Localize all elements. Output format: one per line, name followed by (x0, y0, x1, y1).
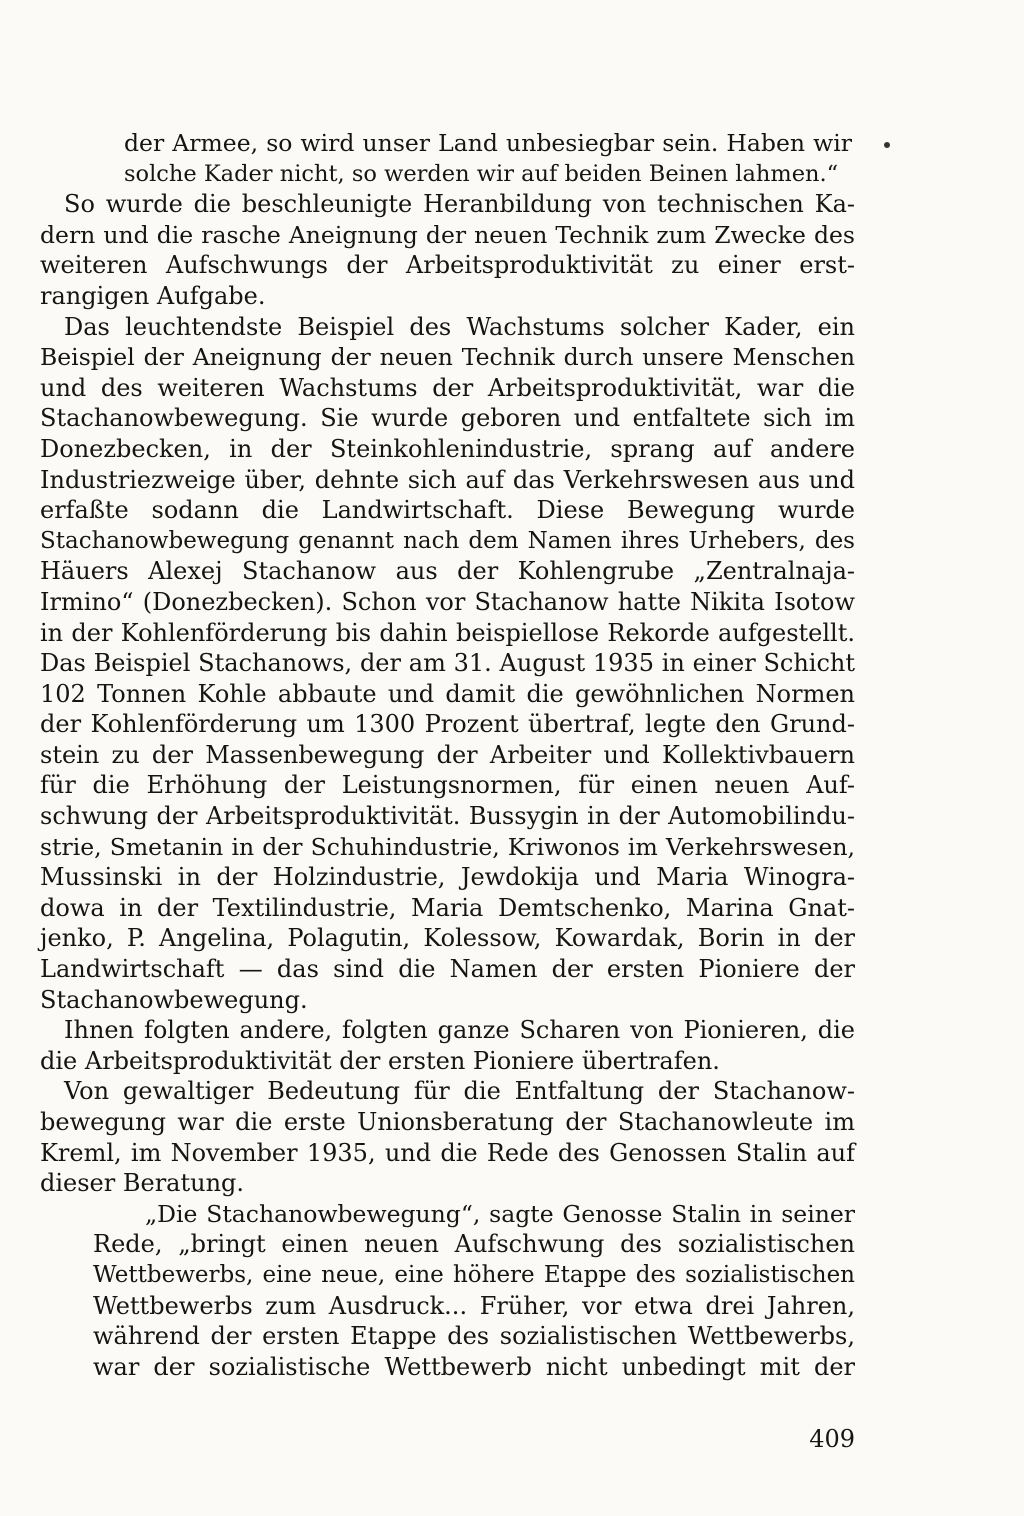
text-line: die Arbeitsproduktivität der ersten Pioniere übertrafen. (40, 1046, 720, 1075)
text-line: Kreml, im November 1935, und die Rede des Genossen Stalin auf (40, 1138, 855, 1167)
text-line: der Armee, so wird unser Land unbesiegbar sein. Haben wir (124, 129, 852, 157)
text-line: Häuers Alexej Stachanow aus der Kohlengrube „Zentralnaja- (40, 557, 855, 586)
text-line: Stachanowbewegung genannt nach dem Namen ihres Urhebers, des (40, 527, 855, 554)
text-line: jenko, P. Angelina, Polagutin, Kolessow, Kowardak, Borin in der (40, 924, 855, 953)
text-line: Beispiel der Aneignung der neuen Technik durch unsere Menschen (40, 343, 855, 372)
text-line: der Kohlenförderung um 1300 Prozent übertraf, legte den Grund- (40, 710, 855, 739)
body-paragraph (40, 1076, 855, 1198)
text-line: dern und die rasche Aneignung der neuen Technik zum Zwecke des (40, 220, 855, 249)
text-line: Rede, „bringt einen neuen Aufschwung des sozialistischen (93, 1230, 855, 1259)
text-line: stein zu der Massenbewegung der Arbeiter und Kollektivbauern (40, 740, 855, 769)
text-line: bewegung war die erste Unionsberatung der Stachanowleute im (40, 1108, 855, 1136)
text-line: Stachanowbewegung. (40, 985, 308, 1014)
text-line: weiteren Aufschwungs der Arbeitsproduktivität zu einer erst- (40, 251, 855, 280)
text-line: Ihnen folgten andere, folgten ganze Scharen von Pionieren, die (64, 1016, 855, 1045)
body-paragraph (40, 1015, 855, 1076)
text-line: Von gewaltiger Bedeutung für die Entfaltung der Stachanow- (64, 1077, 855, 1106)
text-line: und des weiteren Wachstums der Arbeitsproduktivität, war die (40, 373, 855, 402)
text-line: Das leuchtendste Beispiel des Wachstums solcher Kader, ein (64, 312, 855, 341)
text-line: in der Kohlenförderung bis dahin beispiellose Rekorde aufgestellt. (40, 618, 855, 647)
text-line: schwung der Arbeitsproduktivität. Bussygin in der Automobilindu- (40, 802, 855, 831)
page-text (40, 128, 855, 1382)
quote-continuation-paragraph (40, 128, 855, 189)
text-line: dieser Beratung. (40, 1169, 245, 1198)
text-line: strie, Smetanin in der Schuhindustrie, Kriwonos im Verkehrswesen, (40, 832, 855, 861)
text-line: Wettbewerbs, eine neue, eine höhere Etappe des sozialistischen (93, 1261, 855, 1288)
ink-speck (884, 142, 890, 148)
text-line: war der sozialistische Wettbewerb nicht unbedingt mit der (93, 1352, 855, 1381)
body-paragraph (40, 312, 855, 1016)
text-line: solche Kader nicht, so werden wir auf beiden Beinen lahmen.“ (124, 160, 839, 187)
text-line: Donezbecken, in der Steinkohlenindustrie, sprang auf andere (40, 434, 855, 463)
text-line: Industriezweige über, dehnte sich auf das Verkehrswesen aus und (40, 465, 855, 494)
page-number: 409 (809, 1425, 855, 1453)
text-line: rangigen Aufgabe. (40, 281, 266, 310)
text-line: So wurde die beschleunigte Heranbildung von technischen Ka- (64, 190, 855, 219)
text-line: Stachanowbewegung. Sie wurde geboren und entfaltete sich im (40, 404, 855, 433)
text-line: Landwirtschaft — das sind die Namen der ersten Pioniere der (40, 955, 855, 984)
text-line: 102 Tonnen Kohle abbaute und damit die gewöhnlichen Normen (40, 679, 855, 708)
text-line: für die Erhöhung der Leistungsnormen, für einen neuen Auf- (40, 771, 855, 800)
text-line: erfaßte sodann die Landwirtschaft. Diese Bewegung wurde (40, 496, 855, 525)
text-line: Mussinski in der Holzindustrie, Jewdokija und Maria Winogra- (40, 863, 855, 892)
text-line: Das Beispiel Stachanows, der am 31. August 1935 in einer Schicht (40, 649, 855, 678)
quote-paragraph (40, 1199, 855, 1383)
body-paragraph (40, 189, 855, 311)
text-line: Wettbewerbs zum Ausdruck... Früher, vor etwa drei Jahren, (93, 1291, 855, 1320)
text-line: während der ersten Etappe des sozialistischen Wettbewerbs, (93, 1322, 855, 1351)
text-line: dowa in der Textilindustrie, Maria Demtschenko, Marina Gnat- (40, 893, 855, 922)
text-line: „Die Stachanowbewegung“, sagte Genosse Stalin in seiner (145, 1199, 855, 1228)
text-line: Irmino“ (Donezbecken). Schon vor Stachanow hatte Nikita Isotow (40, 587, 855, 616)
